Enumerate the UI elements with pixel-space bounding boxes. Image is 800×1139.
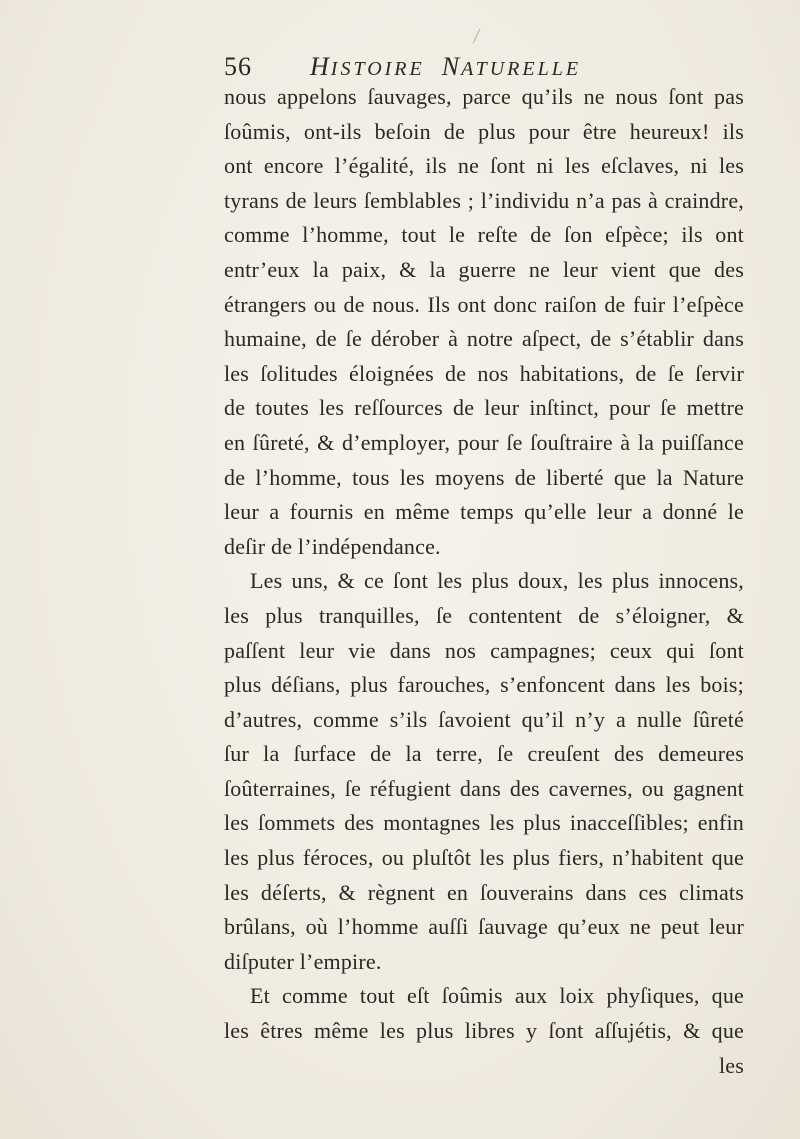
text-line: nous appelons ſauvages, parce qu’ils ne nous ſont pas [224, 84, 744, 109]
text-line: les plus féroces, ou pluſtôt les plus fiers, n’habitent que [224, 845, 744, 871]
text-line: plus déſians, plus farouches, s’enfoncent dans les bois; [224, 672, 744, 698]
text-line: diſputer l’empire. [224, 948, 382, 974]
text-line: tyrans de leurs ſemblables ; l’individu n’a pas à craindre, [224, 187, 744, 213]
text-line: les ſolitudes éloignées de nos habitations, de ſe ſervir [224, 360, 744, 386]
page-number: 56 [224, 52, 252, 81]
text-line: leur a fournis en même temps qu’elle leur a donné le [224, 499, 744, 525]
running-title-word-2: ATURELLE [461, 58, 582, 80]
text-line: entr’eux la paix, & la guerre ne leur vient que des [224, 256, 744, 282]
text-line: paſſent leur vie dans nos campagnes; ceux qui ſont [224, 637, 744, 663]
running-title [310, 52, 581, 82]
running-title-initial-2: N [441, 52, 462, 81]
text-line: Et comme tout eſt ſoûmis aux loix phyſiques, que [250, 983, 744, 1009]
text-line: brûlans, où l’homme auſſi ſauvage qu’eux ne peut leur [224, 914, 744, 940]
text-line: ſoûterraines, ſe réfugient dans des cavernes, ou gagnent [224, 775, 744, 801]
text-line: les déſerts, & règnent en ſouverains dans ces climats [224, 879, 744, 905]
text-line: ſoûmis, ont-ils beſoin de plus pour être heureux! ils [224, 118, 744, 144]
text-line: les ſommets des montagnes les plus inacceſſibles; enfin [224, 810, 744, 836]
text-line: ont encore l’égalité, ils ne ſont ni les eſclaves, ni les [224, 153, 744, 179]
text-line: deſir de l’indépendance. [224, 533, 441, 559]
text-line: Les uns, & ce ſont les plus doux, les plus innocens, [250, 568, 744, 594]
text-line: d’autres, comme s’ils ſavoient qu’il n’y a nulle ſûreté [224, 706, 744, 732]
text-line: les plus tranquilles, ſe contentent de s’éloigner, & [224, 602, 744, 628]
text-line: de toutes les reſſources de leur inſtinct, pour ſe mettre [224, 395, 744, 421]
catchword: les [718, 1052, 744, 1078]
text-line: ſur la ſurface de la terre, ſe creuſent des demeures [224, 741, 744, 767]
text-line: comme l’homme, tout le reſte de ſon eſpèce; ils ont [224, 222, 744, 248]
text-line: les êtres même les plus libres y ſont aſſujétis, & que [224, 1018, 744, 1044]
ink-mark [473, 29, 481, 44]
text-line: en ſûreté, & d’employer, pour ſe ſouſtraire à la puiſſance [224, 429, 744, 455]
running-title-initial-1: H [310, 52, 331, 81]
text-line: de l’homme, tous les moyens de liberté que la Nature [224, 464, 744, 490]
body-text [224, 80, 744, 1083]
text-line: humaine, de ſe dérober à notre aſpect, de s’établir dans [224, 326, 744, 352]
running-title-word-1: ISTOIRE [330, 58, 425, 80]
text-line: étrangers ou de nous. Ils ont donc raiſon de fuir l’eſpèce [224, 291, 744, 317]
